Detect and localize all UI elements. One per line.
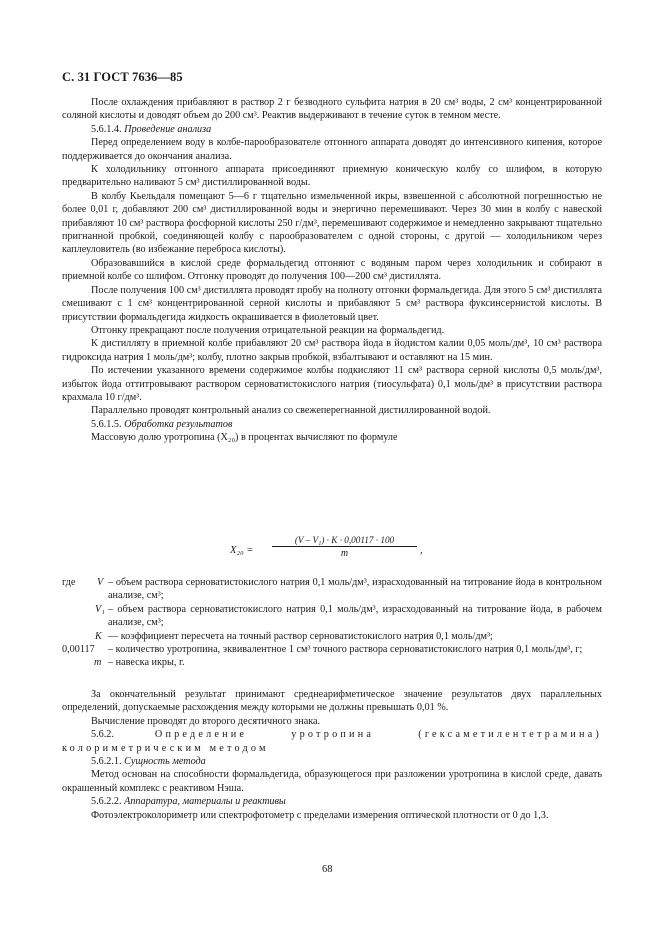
paragraph: Отгонку прекращают после получения отрицательной реакции на формальдегид. — [91, 324, 445, 336]
formula-comma: , — [420, 545, 423, 556]
section-heading — [62, 795, 602, 808]
paragraph: По истечении указанного времени содержимое колбы подкисляют 11 см³ раствора серной кислоты 0,5 моль/дм³, избыток йода оттитровывают раствором серноватистокислого натрия (тиосульфата) 0,1 моль/дм³ в присутствии раствора крахмала 10 г/дм³. — [62, 365, 602, 403]
definitions-lead: где — [62, 577, 76, 588]
definition-term: V — [97, 577, 104, 588]
formula-denominator: m — [340, 548, 349, 559]
section-heading — [62, 418, 602, 431]
paragraph: После получения 100 см³ дистиллята проводят пробу на полноту отгонки формальдегида. Для этого 5 см³ дистиллята смешивают с 1 см³ концентрированной серной кислоты и прибавляют 5 см³ раствора фуксинсернистой кислоты. В присутствии формальдегида жидкость окрашивается в фиолетовый цвет. — [62, 284, 602, 323]
definition-text: – количество уротропина, эквивалентное 1 см³ точного раствора серноватистокислого натрия 0,1 моль/дм³, г; — [108, 644, 583, 656]
formula-numerator: (V – V₁) · K · 0,00117 · 100 — [272, 535, 417, 547]
page-number: 68 — [322, 864, 333, 875]
section-title: Проведение анализа — [124, 123, 212, 135]
definition-text: – объем раствора серноватистокислого натрия 0,1 моль/дм³, израсходованный на титрование йода, в рабочем анализе, см³; — [108, 603, 602, 629]
section-title: Обработка результатов — [124, 418, 233, 430]
definition-item — [62, 643, 602, 656]
page-header: С. 31 ГОСТ 7636—85 — [62, 70, 183, 84]
paragraph: Вычисление проводят до второго десятичного знака. — [91, 715, 321, 727]
section-heading — [62, 755, 602, 768]
section-heading — [62, 123, 602, 136]
definition-term: V₁ — [95, 603, 105, 615]
paragraph: Массовую долю уротропина (X₂₀) в процентах вычисляют по формуле — [91, 432, 398, 444]
formula-fraction — [272, 535, 417, 559]
paragraph: К холодильнику отгонного аппарата присоединяют приемную коническую колбу со шлифом, в которую предварительно наливают 5 см³ дистиллированной воды. — [62, 164, 602, 189]
section-number: 5.6.1.5. — [91, 418, 122, 430]
section-number: 5.6.1.4. — [91, 123, 122, 135]
paragraph: К дистилляту в приемной колбе прибавляют 20 см³ раствора йода в йодистом калии 0,05 моль/дм³, 10 см³ раствора гидроксида натрия 1 моль/дм³; колбу, плотно закрыв пробкой, взбалтывают и оставляют на 15 мин. — [62, 338, 602, 363]
paragraph: Параллельно проводят контрольный анализ со свежеперегнанной дистиллированной водой. — [91, 405, 491, 417]
section-heading — [62, 728, 602, 755]
formula-lhs: X₂₀ = — [230, 545, 254, 556]
section-number: 5.6.2.1. — [91, 756, 122, 768]
definition-item — [62, 576, 602, 603]
paragraph: Фотоэлектроколориметр или спектрофотометр с пределами измерения оптической плотности от 0 до 1,3. — [91, 809, 549, 821]
paragraph: В колбу Кьельдаля помещают 5—6 г тщательно измельченной икры, взвешенной с абсолютной погрешностью не более 0,01 г, добавляют 200 см³ дистиллированной воды и энергично перемешивают. Через 30 мин в колбу с навеской прибавляют 10 см³ раствора фосфорной кислоты 250 г/дм³, перемешивают содержимое и немедленно закрывают тщательно пригнанной пробкой, соединяющей колбу с парообразователем с одной стороны, с другой — холодильником через каплеуловитель (во избежание переброса кислоты). — [62, 190, 602, 256]
paragraph: Перед определением воду в колбе-парообразователе отгонного аппарата доводят до интенсивного кипения, которое поддерживается до окончания анализа. — [62, 137, 602, 162]
definition-text: – навеска икры, г. — [108, 657, 185, 669]
definition-term: m — [94, 657, 102, 669]
definition-text: — коэффициент пересчета на точный раствор серноватистокислого натрия 0,1 моль/дм³; — [108, 630, 493, 642]
section-number: 5.6.2. — [91, 729, 114, 741]
definition-term: 0,00117 — [62, 644, 95, 656]
definitions-list — [62, 576, 602, 670]
section-title: Сущность метода — [124, 756, 206, 768]
paragraph: За окончательный результат принимают среднеарифметическое значение результатов двух параллельных определений, допускаемые расхождения между которыми не должны превышать 0,01 %. — [62, 689, 602, 714]
definition-text: – объем раствора серноватистокислого натрия 0,1 моль/дм³, израсходованный на титрование йода в контрольном анализе, см³; — [108, 577, 602, 602]
section-title: Аппаратура, материалы и реактивы — [124, 796, 286, 808]
definition-item — [62, 630, 602, 643]
definition-item — [62, 603, 602, 630]
section-number: 5.6.2.2. — [91, 796, 122, 808]
paragraph: Образовавшийся в кислой среде формальдегид отгоняют с водяным паром через холодильник и собирают в приемной колбе со шлифом. Отгонку проводят до получения 100—200 см³ дистиллята. — [62, 257, 602, 283]
definition-term: K — [95, 630, 102, 642]
lower-text — [62, 688, 602, 822]
paragraph: Метод основан на способности формальдегида, образующегося при разложении уротропина в кислой среде, давать окрашенный комплекс с реактивом Нэша. — [62, 769, 602, 794]
definition-item — [62, 656, 602, 669]
section-title: Определение уротропина (гексаметилентетрамина) колориметрическим методом — [62, 729, 603, 754]
paragraph: После охлаждения прибавляют в раствор 2 г безводного сульфита натрия в 20 см³ воды, 2 см³ концентрированной соляной кислоты и доводят объем до 200 см³. Реактив выдерживают в течение суток в темном месте. — [62, 97, 602, 122]
